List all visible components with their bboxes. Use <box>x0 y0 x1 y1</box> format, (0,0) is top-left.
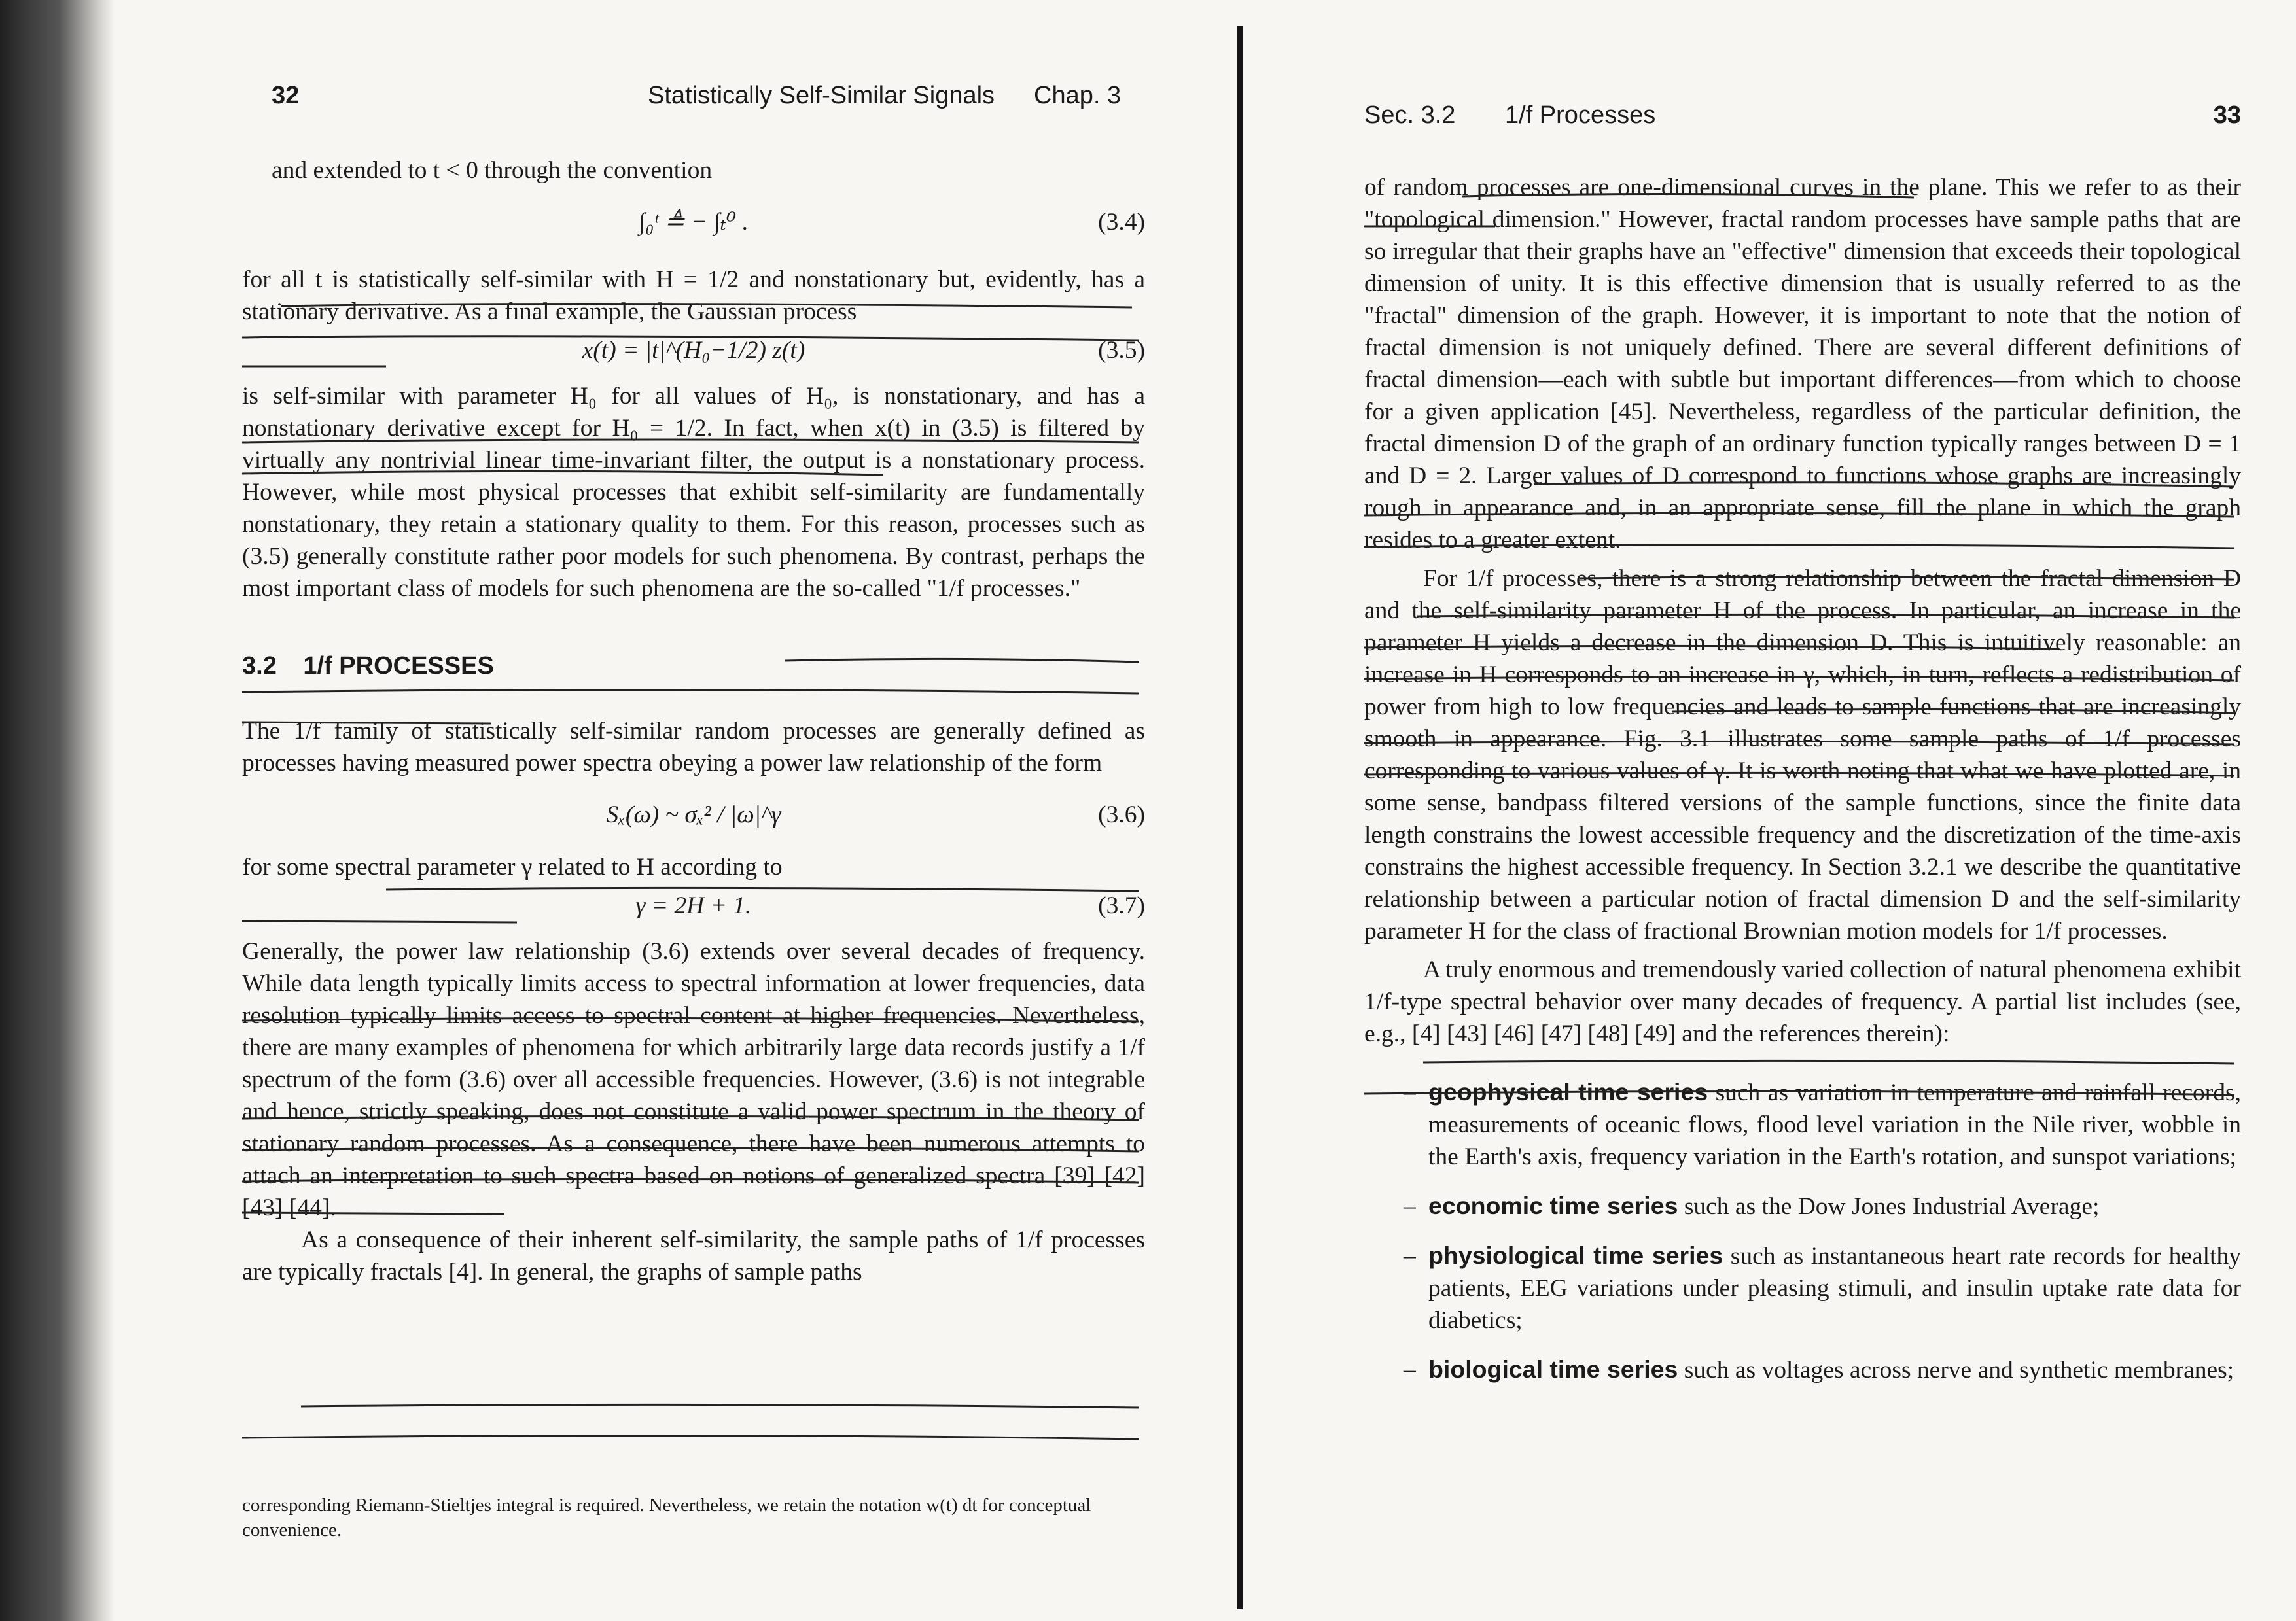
paragraph: As a consequence of their inherent self-similarity, the sample paths of 1/f processes are typically fractals [4]. In general, the graphs of sample paths <box>242 1227 1145 1285</box>
footnote: corresponding Riemann-Stieltjes integral is required. Nevertheless, we retain the notation w(t) dt for conceptual convenience. <box>242 1495 1091 1541</box>
paragraph: A truly enormous and tremendously varied collection of natural phenomena exhibit 1/f-type spectral behavior over many decades of frequency. A partial list includes (see, e.g., [4] [43] [46] [47] [48] [49] and the references therein): <box>1364 956 2241 1047</box>
section-number: 3.2 <box>242 652 277 680</box>
equation-expr: ∫₀ᵗ ≜ − ∫ₜ⁰ . <box>639 209 749 235</box>
scan-left-edge <box>0 0 115 1621</box>
underline <box>242 1435 1139 1439</box>
list-text: such as variation in temperature and rainfall records, measurements of oceanic flows, flood level variation in the Nile river, wobble in the Earth's axis, frequency variation in the Earth's rotation, and sunspot variations; <box>1428 1079 2241 1170</box>
equation-number: (3.4) <box>1098 209 1145 235</box>
list-item <box>1404 1353 2241 1386</box>
chapter-label: Chap. 3 <box>1034 82 1122 109</box>
underline <box>301 1404 1139 1408</box>
left-page <box>242 0 1145 1621</box>
list-term: physiological time series <box>1428 1242 1723 1269</box>
list-text: such as voltages across nerve and synthetic membranes; <box>1678 1357 2234 1384</box>
list-term: geophysical time series <box>1428 1078 1708 1106</box>
running-title: 1/f Processes <box>1505 101 1656 129</box>
right-page-body <box>1364 171 2241 1403</box>
list-text: such as the Dow Jones Industrial Average; <box>1678 1193 2100 1220</box>
bullet-list <box>1364 1076 2241 1386</box>
paragraph: for all t is statistically self-similar with H = 1/2 and nonstationary but, evidently, has a stationary derivative. As a final example, the Gaussian process <box>242 266 1145 325</box>
paragraph: The 1/f family of statistically self-similar random processes are generally defined as processes having measured power spectra obeying a power law relationship of the form <box>242 718 1145 776</box>
list-item <box>1404 1076 2241 1173</box>
list-text: such as instantaneous heart rate records for healthy patients, EEG variations under pleasing stimuli, and insulin uptake rate data for diabetics; <box>1428 1243 2241 1334</box>
list-term: biological time series <box>1428 1355 1678 1383</box>
intro-line: and extended to t < 0 through the convention <box>272 157 713 184</box>
equation-3-5 <box>242 328 1145 380</box>
list-term: economic time series <box>1428 1192 1678 1219</box>
equation-3-4 <box>242 186 1145 264</box>
paragraph: Generally, the power law relationship (3.6) extends over several decades of frequency. While data length typically limits access to spectral information at lower frequencies, data resolution typically limits access to spectral content at higher frequencies. Nevertheless, there are many examples of phenomena for which arbitrarily large data records justify a 1/f spectrum of the form (3.6) over all accessible frequencies. However, (3.6) is not integrable and hence, strictly speaking, does not constitute a valid power spectrum in the theory of stationary random processes. As a consequence, there have been numerous attempts to attach an interpretation to such spectra based on notions of generalized spectra [39] [42] [43] [44]. <box>242 938 1145 1221</box>
page-number: 32 <box>272 82 300 109</box>
section-title: 1/f PROCESSES <box>303 652 494 680</box>
left-page-body <box>242 154 1145 1288</box>
equation-number: (3.5) <box>1098 337 1145 364</box>
paragraph: For 1/f processes, there is a strong relationship between the fractal dimension D and the self-similarity parameter H of the process. In particular, an increase in the parameter H yields a decrease in the dimension D. This is intuitively reasonable: an increase in H corresponds to an increase in γ, which, in turn, reflects a redistribution of power from high to low frequencies and leads to sample functions that are increasingly smooth in appearance. Fig. 3.1 illustrates some sample paths of 1/f processes corresponding to various values of γ. It is worth noting that what we have plotted are, in some sense, bandpass filtered versions of the sample functions, since the finite data length constrains the lowest accessible frequency and the discretization of the time-axis constrains the highest accessible frequency. In Section 3.2.1 we describe the quantitative relationship between a particular notion of fractal dimension D and the self-similarity parameter H for the class of fractional Brownian motion models for 1/f processes. <box>1364 565 2241 945</box>
equation-3-6 <box>242 779 1145 851</box>
paragraph: for some spectral parameter γ related to H according to <box>242 854 783 880</box>
page-number: 33 <box>2213 101 2241 129</box>
left-page-header <box>242 82 1145 121</box>
right-page-header <box>1364 101 2241 141</box>
list-item <box>1404 1240 2241 1336</box>
paragraph: is self-similar with parameter H₀ for all values of H₀, is nonstationary, and has a nonstationary derivative except for H₀ = 1/2. In fact, when x(t) in (3.5) is filtered by virtually any nontrivial linear time-invariant filter, the output is a nonstationary process. However, while most physical processes that exhibit self-similarity are fundamentally nonstationary, they retain a stationary quality to them. For this reason, processes such as (3.5) generally constitute rather poor models for such phenomena. By contrast, perhaps the most important class of models for such phenomena are the so-called "1/f processes." <box>242 383 1145 602</box>
equation-3-7 <box>242 883 1145 935</box>
section-label: Sec. 3.2 <box>1364 101 1456 129</box>
running-title: Statistically Self-Similar Signals <box>648 82 995 109</box>
right-page <box>1364 0 2241 1621</box>
equation-expr: Sₓ(ω) ~ σₓ² / |ω|^γ <box>606 801 781 828</box>
equation-expr: x(t) = |t|^(H₀−1/2) z(t) <box>582 337 805 364</box>
equation-number: (3.6) <box>1098 801 1145 828</box>
equation-number: (3.7) <box>1098 892 1145 919</box>
section-heading <box>242 650 1145 682</box>
paragraph: of random processes are one-dimensional curves in the plane. This we refer to as their "topological dimension." However, fractal random processes have sample paths that are so irregular that their graphs have an "effective" dimension that exceeds their topological dimension of unity. It is this effective dimension that is usually referred to as the "fractal" dimension of the graph. However, it is important to note that the notion of fractal dimension is not uniquely defined. There are several different definitions of fractal dimension—each with subtle but important differences—from which to choose for a given application [45]. Nevertheless, regardless of the particular definition, the fractal dimension D of the graph of an ordinary function typically ranges between D = 1 and D = 2. Larger values of D correspond to functions whose graphs are increasingly rough in appearance and, in an appropriate sense, fill the plane in which the graph resides to a greater extent. <box>1364 174 2241 553</box>
list-item <box>1404 1190 2241 1223</box>
equation-expr: γ = 2H + 1. <box>635 892 752 919</box>
book-spine <box>1237 26 1243 1609</box>
